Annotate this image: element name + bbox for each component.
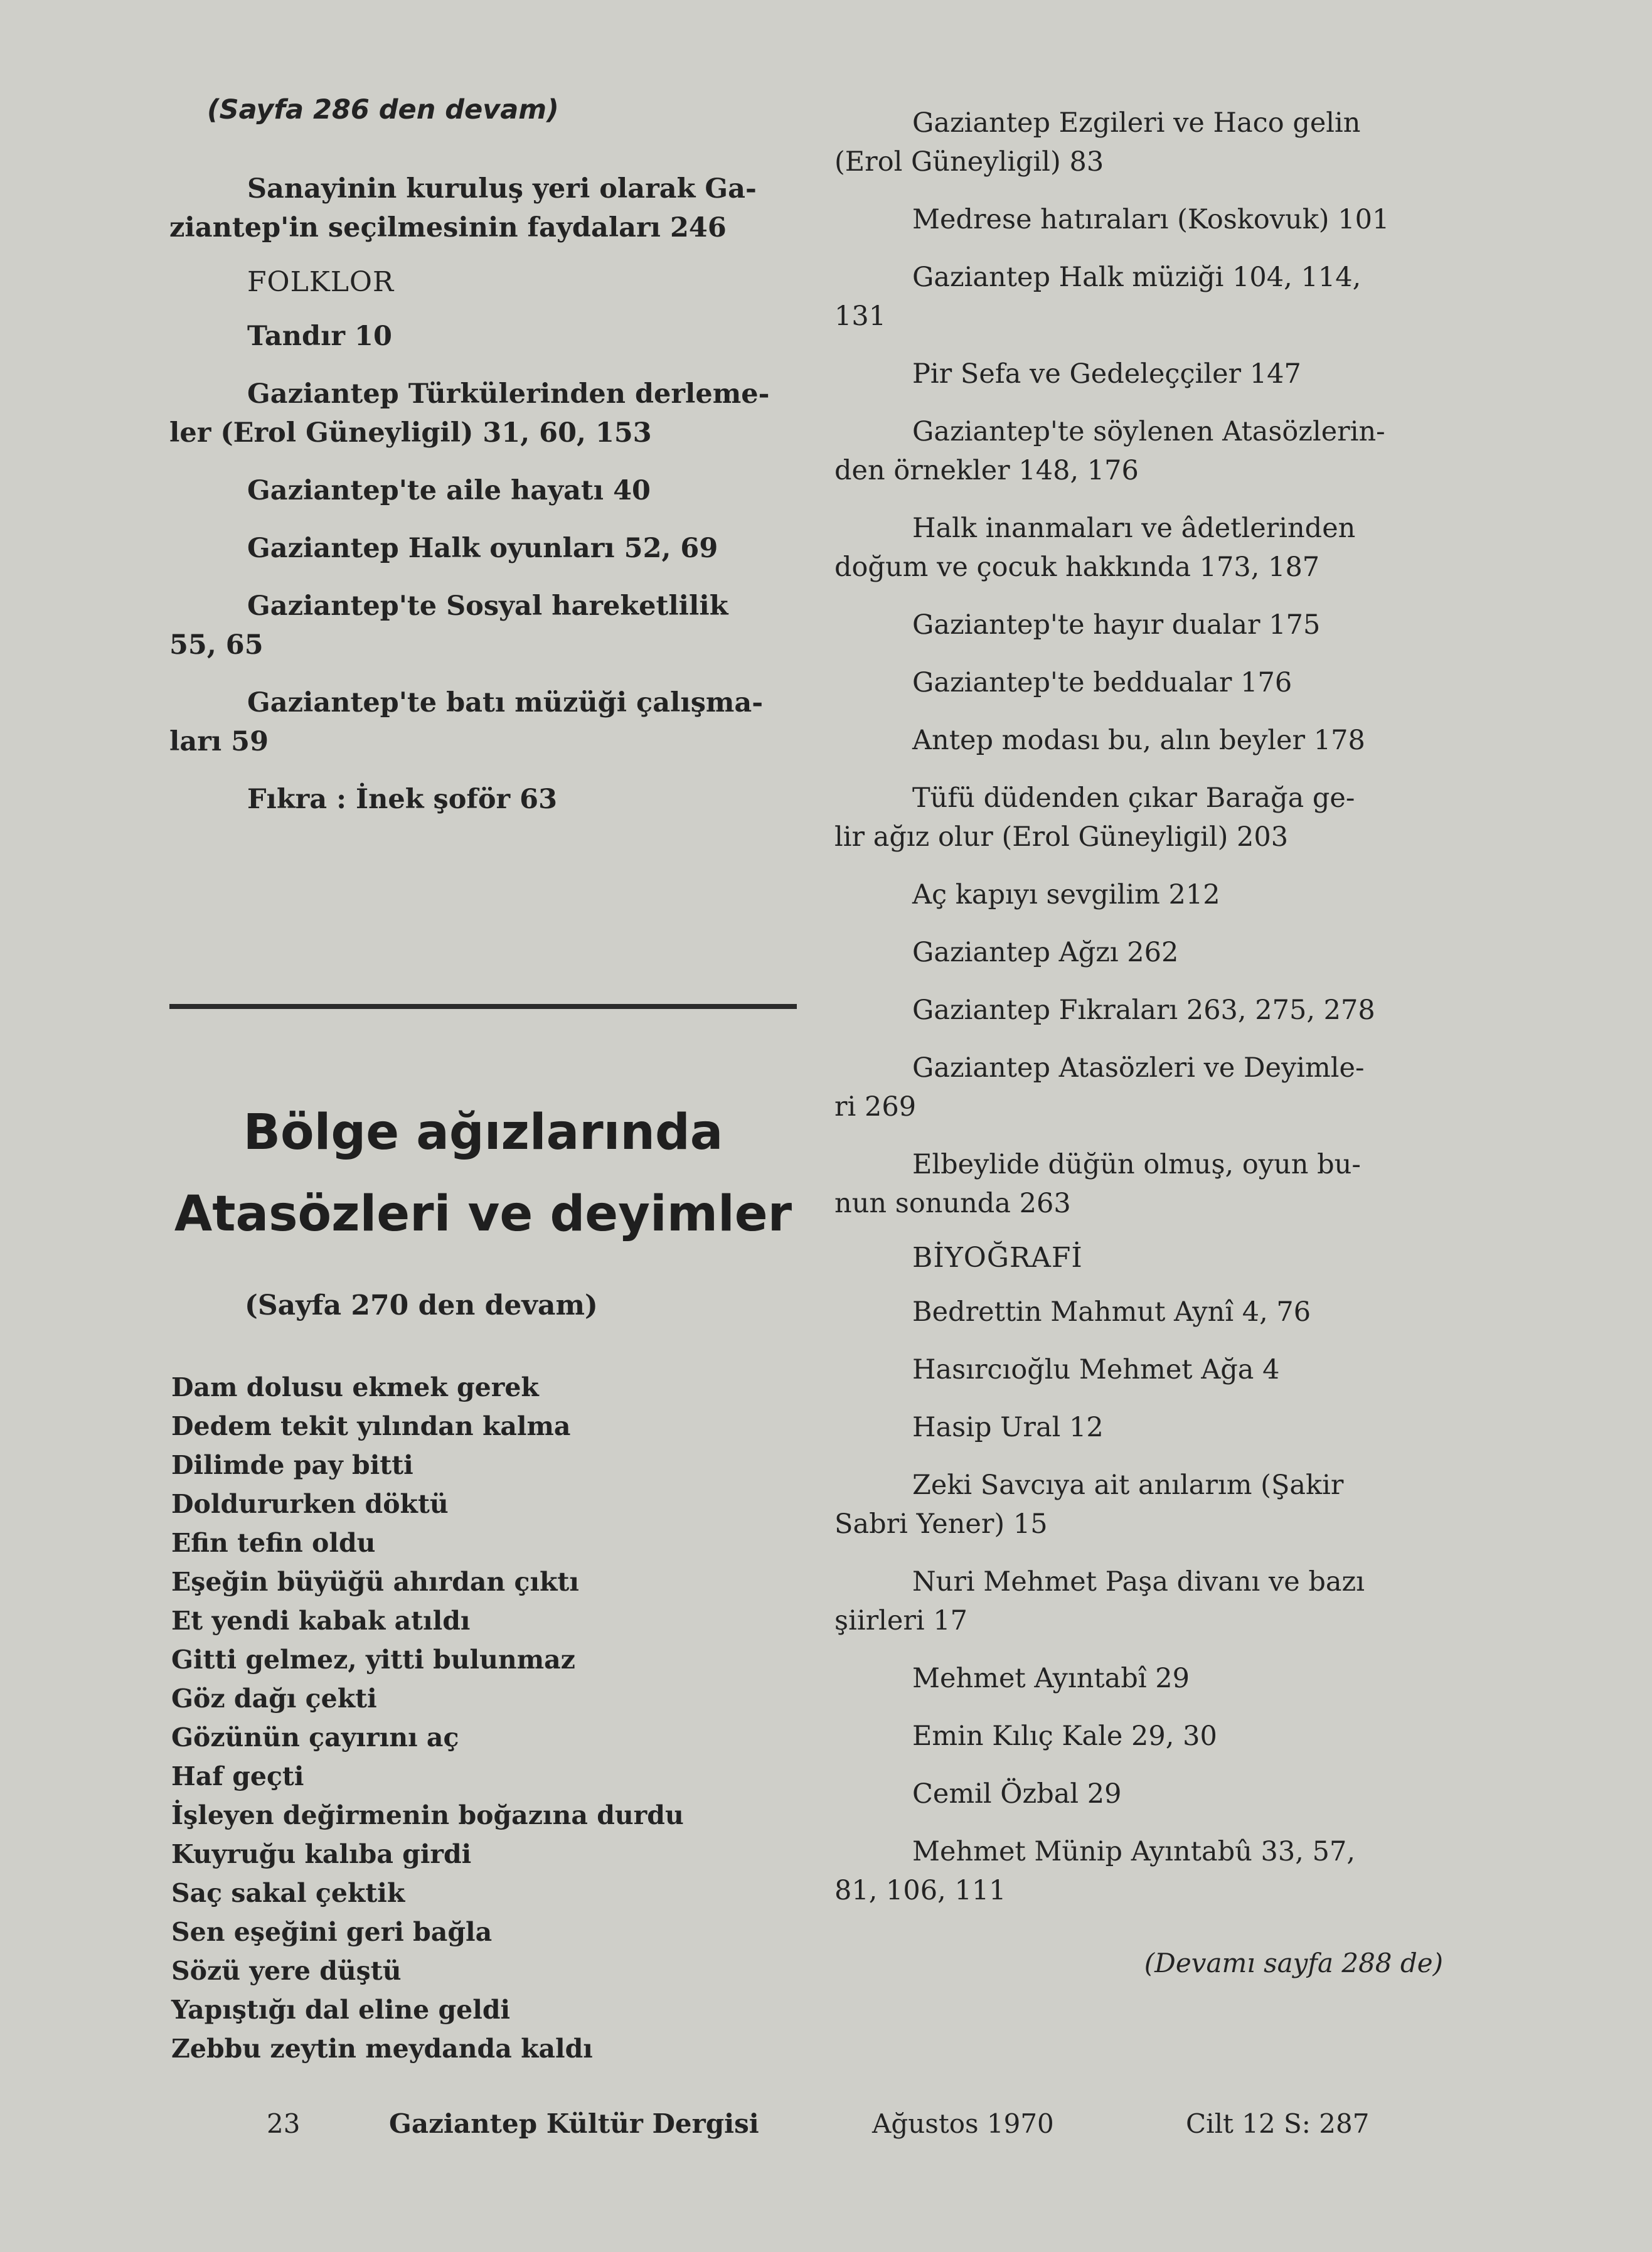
proverb-item: Gitti gelmez, yitti bulunmaz xyxy=(171,1645,575,1675)
entry-line: Gaziantep Ağzı 262 xyxy=(912,937,1179,968)
index-entry xyxy=(834,1145,1468,1223)
entry-line: den örnekler 148, 176 xyxy=(834,455,1139,486)
index-entry xyxy=(834,1832,1468,1910)
index-entry xyxy=(169,169,797,247)
entry-line: Hasip Ural 12 xyxy=(912,1412,1104,1443)
index-entry xyxy=(834,355,1468,393)
entry-line: Sabri Yener) 15 xyxy=(834,1508,1048,1540)
index-entry xyxy=(834,104,1468,181)
proverb-item: Efin tefin oldu xyxy=(171,1528,376,1558)
index-entry xyxy=(834,1717,1468,1756)
index-entry xyxy=(834,1049,1468,1126)
page-number: 23 xyxy=(267,2108,301,2139)
entry-line: Halk inanmaları ve âdetlerinden xyxy=(912,513,1356,544)
proverb-item: Dilimde pay bitti xyxy=(171,1450,413,1480)
entry-line: Mehmet Ayıntabî 29 xyxy=(912,1663,1190,1694)
entry-line: 131 xyxy=(834,301,887,332)
index-entry xyxy=(169,587,797,664)
index-entry xyxy=(834,779,1468,857)
entry-line: Tandır 10 xyxy=(247,321,392,352)
magazine-name: Gaziantep Kültür Dergisi xyxy=(389,2108,759,2139)
index-entry xyxy=(834,1774,1468,1813)
entry-line: Nuri Mehmet Paşa divanı ve bazı xyxy=(912,1566,1365,1598)
index-entry xyxy=(169,317,797,356)
proverb-item: Haf geçti xyxy=(171,1761,304,1791)
entry-line: ri 269 xyxy=(834,1091,917,1123)
proverb-item: Doldururken döktü xyxy=(171,1489,449,1519)
entry-line: Fıkra : İnek şoför 63 xyxy=(247,784,558,815)
index-entry xyxy=(834,1659,1468,1698)
entry-line: Hasırcıoğlu Mehmet Ağa 4 xyxy=(912,1354,1280,1385)
index-entry xyxy=(834,509,1468,587)
proverb-item: Zebbu zeytin meydanda kaldı xyxy=(171,2034,593,2064)
index-entry xyxy=(834,1562,1468,1640)
entry-line: Tüfü düdenden çıkar Barağa ge- xyxy=(912,782,1355,814)
entry-line: Emin Kılıç Kale 29, 30 xyxy=(912,1721,1217,1752)
entry-line: (Erol Güneyligil) 83 xyxy=(834,146,1104,178)
entry-line: Gaziantep'te söylenen Atasözlerin- xyxy=(912,416,1385,447)
issue-date: Ağustos 1970 xyxy=(872,2108,1054,2139)
entry-line: Gaziantep Türkülerinden derleme- xyxy=(247,378,770,410)
proverb-list xyxy=(171,1368,799,2068)
entry-line: doğum ve çocuk hakkında 173, 187 xyxy=(834,552,1320,583)
entry-line: şiirleri 17 xyxy=(834,1605,968,1636)
proverb-item: Dam dolusu ekmek gerek xyxy=(171,1372,539,1402)
title-line-2: Atasözleri ve deyimler xyxy=(174,1186,792,1242)
continued-from-note: (Sayfa 286 den devam) xyxy=(207,94,559,125)
proverb-item: Gözünün çayırını aç xyxy=(171,1722,459,1753)
proverb-item: Et yendi kabak atıldı xyxy=(171,1606,471,1636)
index-entry xyxy=(169,780,797,819)
entry-line: lir ağız olur (Erol Güneyligil) 203 xyxy=(834,821,1289,853)
entry-line: ziantep'in seçilmesinin faydaları 246 xyxy=(169,212,727,243)
volume-info: Cilt 12 S: 287 xyxy=(1186,2108,1370,2139)
index-entry xyxy=(834,1293,1468,1331)
article-title xyxy=(169,1092,797,1255)
index-entry xyxy=(169,529,797,568)
entry-line: Aç kapıyı sevgilim 212 xyxy=(912,879,1220,910)
entry-line: Bedrettin Mahmut Aynî 4, 76 xyxy=(912,1296,1311,1328)
proverb-item: İşleyen değirmenin boğazına durdu xyxy=(171,1800,684,1830)
entry-line: Antep modası bu, alın beyler 178 xyxy=(912,725,1365,756)
entry-line: Gaziantep'te hayır dualar 175 xyxy=(912,609,1321,641)
entry-line: Gaziantep Halk oyunları 52, 69 xyxy=(247,533,718,564)
proverb-item: Sözü yere düştü xyxy=(171,1956,402,1986)
index-entry xyxy=(834,1466,1468,1544)
index-entry xyxy=(834,933,1468,972)
index-entry xyxy=(169,375,797,452)
index-entry xyxy=(834,991,1468,1030)
right-column xyxy=(834,104,1468,1978)
entry-line: Pir Sefa ve Gedeleççiler 147 xyxy=(912,358,1301,390)
index-entry xyxy=(834,663,1468,702)
entry-line: Cemil Özbal 29 xyxy=(912,1778,1122,1810)
entry-line: ları 59 xyxy=(169,726,269,757)
proverb-item: Kuyruğu kalıba girdi xyxy=(171,1839,472,1869)
proverb-item: Göz dağı çekti xyxy=(171,1684,377,1714)
index-entry xyxy=(834,1408,1468,1447)
index-entry xyxy=(834,606,1468,644)
section-heading-biyografi: BİYOĞRAFİ xyxy=(912,1242,1083,1274)
entry-line: Medrese hatıraları (Koskovuk) 101 xyxy=(912,204,1390,235)
index-entry xyxy=(834,875,1468,914)
proverb-item: Sen eşeğini geri bağla xyxy=(171,1917,493,1947)
entry-line: Elbeylide düğün olmuş, oyun bu- xyxy=(912,1149,1361,1180)
entry-line: Gaziantep Fıkraları 263, 275, 278 xyxy=(912,995,1375,1026)
entry-line: Zeki Savcıya ait anılarım (Şakir xyxy=(912,1470,1344,1501)
entry-line: Sanayinin kuruluş yeri olarak Ga- xyxy=(247,173,757,205)
title-line-1: Bölge ağızlarında xyxy=(243,1104,723,1161)
left-column xyxy=(169,94,797,838)
entry-line: 55, 65 xyxy=(169,629,264,661)
continued-note: (Devamı sayfa 288 de) xyxy=(1144,1948,1443,1978)
index-entry xyxy=(834,721,1468,760)
entry-line: Mehmet Münip Ayıntabû 33, 57, xyxy=(912,1836,1355,1867)
proverb-item: Yapıştığı dal eline geldi xyxy=(171,1995,511,2025)
index-entry xyxy=(834,258,1468,336)
section-divider xyxy=(169,1004,797,1009)
entry-line: Gaziantep'te aile hayatı 40 xyxy=(247,475,651,506)
entry-line: Gaziantep'te Sosyal hareketlilik xyxy=(247,590,728,622)
index-entry xyxy=(169,683,797,761)
entry-line: Gaziantep'te batı müzüği çalışma- xyxy=(247,687,764,718)
entry-line: Gaziantep'te beddualar 176 xyxy=(912,667,1292,698)
entry-line: nun sonunda 263 xyxy=(834,1188,1071,1219)
index-entry xyxy=(169,471,797,510)
index-entry xyxy=(834,412,1468,490)
section-heading-folklor: FOLKLOR xyxy=(247,266,395,298)
proverb-item: Saç sakal çektik xyxy=(171,1878,405,1908)
entry-line: Gaziantep Atasözleri ve Deyimle- xyxy=(912,1052,1365,1084)
proverb-item: Dedem tekit yılından kalma xyxy=(171,1411,571,1441)
proverb-item: Eşeğin büyüğü ahırdan çıktı xyxy=(171,1567,579,1597)
section-continued-note: (Sayfa 270 den devam) xyxy=(245,1289,598,1321)
entry-line: ler (Erol Güneyligil) 31, 60, 153 xyxy=(169,417,652,449)
entry-line: Gaziantep Ezgileri ve Haco gelin xyxy=(912,107,1361,139)
index-entry xyxy=(834,200,1468,239)
index-entry xyxy=(834,1350,1468,1389)
entry-line: Gaziantep Halk müziği 104, 114, xyxy=(912,262,1362,293)
entry-line: 81, 106, 111 xyxy=(834,1875,1006,1906)
